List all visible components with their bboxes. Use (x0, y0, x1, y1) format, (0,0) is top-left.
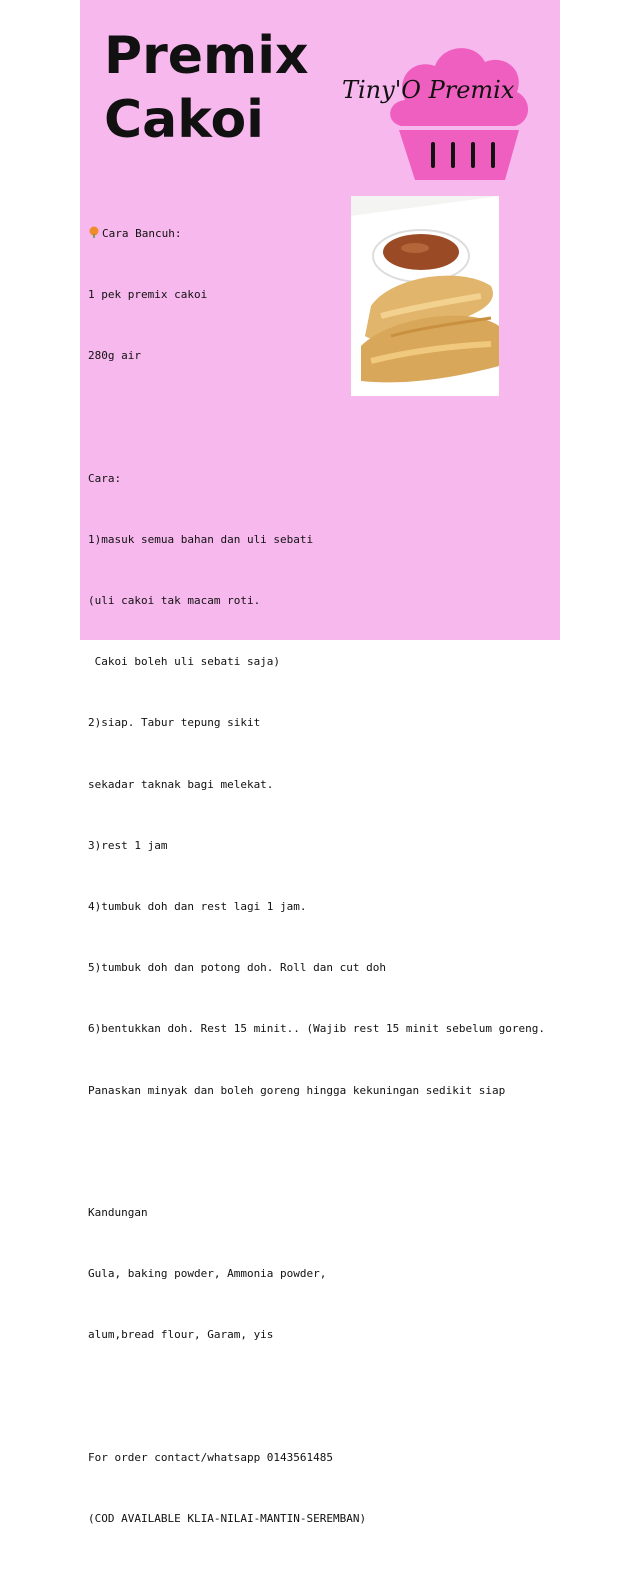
method-step: 2)siap. Tabur tepung sikit (88, 716, 261, 730)
method-step: (uli cakoi tak macam roti. (88, 594, 261, 608)
blank-line (88, 407, 548, 427)
method-step: 6)bentukkan doh. Rest 15 minit.. (Wajib rest 15 minit sebelum goreng. (88, 1022, 545, 1036)
blank-line (88, 1142, 548, 1162)
method-step: 3)rest 1 jam (88, 838, 168, 852)
poster (80, 0, 560, 1526)
ingredients-line: alum,bread flour, Garam, yis (88, 1328, 274, 1342)
recipe-line: 1 pek premix cakoi (88, 288, 208, 302)
method-step: sekadar taknak bagi melekat. (88, 777, 274, 791)
recipe-line: 280g air (88, 349, 141, 363)
brand-name: Tiny'O Premix (342, 76, 515, 104)
method-step: 5)tumbuk doh dan potong doh. Roll dan cut doh (88, 961, 387, 975)
recipe-heading-line (88, 224, 548, 244)
method-step: Cakoi boleh uli sebati saja) (88, 655, 281, 669)
method-step: 1)masuk semua bahan dan uli sebati (88, 532, 314, 546)
ingredients-heading: Kandungan (88, 1206, 148, 1220)
recipe-text (88, 183, 548, 1570)
orange-flower-icon (88, 226, 100, 238)
method-step: Panaskan minyak dan boleh goreng hingga kekuningan sedikit siap (88, 1083, 506, 1097)
cod-line: (COD AVAILABLE KLIA-NILAI-MANTIN-SEREMBAN) (88, 1512, 367, 1526)
method-step: 4)tumbuk doh dan rest lagi 1 jam. (88, 900, 307, 914)
title-line-1: Premix (104, 26, 309, 86)
blank-line (88, 1387, 548, 1407)
ingredients-line: Gula, baking powder, Ammonia powder, (88, 1267, 327, 1281)
page-title (104, 24, 309, 152)
method-heading: Cara: (88, 471, 122, 485)
contact-line: For order contact/whatsapp 0143561485 (88, 1450, 334, 1464)
recipe-heading: Cara Bancuh: (102, 226, 182, 240)
title-line-2: Cakoi (104, 90, 264, 150)
cupcake-icon (335, 40, 545, 185)
